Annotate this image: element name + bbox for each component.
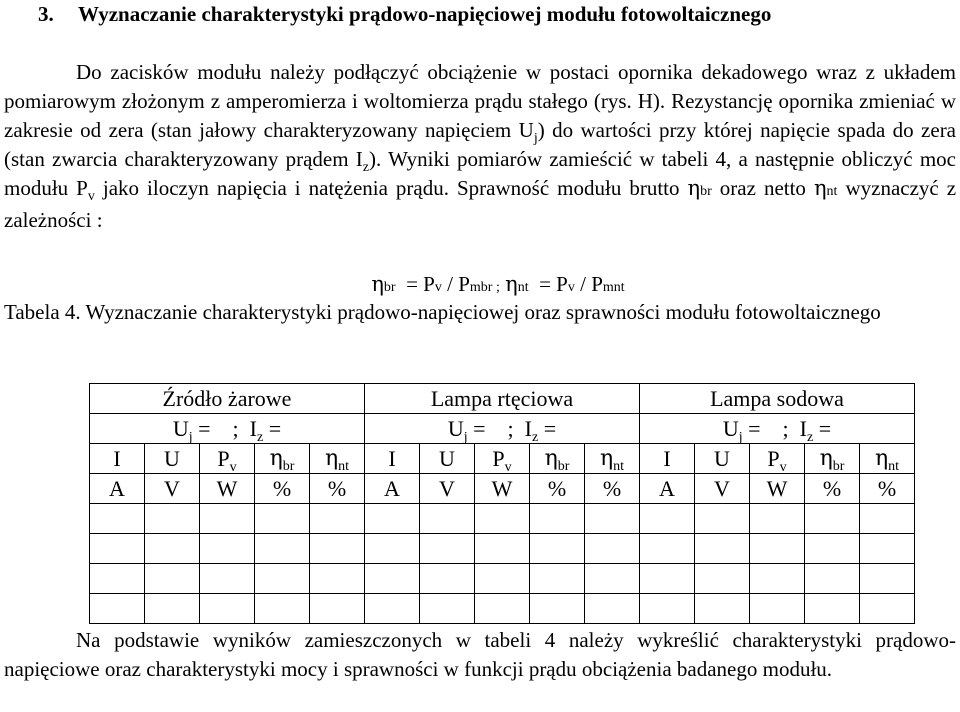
data-cell bbox=[530, 534, 585, 564]
unit-cell: % bbox=[255, 474, 310, 504]
data-cell bbox=[695, 534, 750, 564]
data-cell bbox=[90, 504, 145, 534]
formula-eta: η bbox=[371, 272, 384, 296]
param-mid: = ; I bbox=[198, 415, 257, 441]
formula-sub-mbr: mbr ; bbox=[469, 280, 500, 295]
header-cell bbox=[860, 444, 915, 474]
unit-cell: W bbox=[475, 474, 530, 504]
param-sub-j: j bbox=[463, 429, 468, 445]
data-cell bbox=[145, 504, 200, 534]
param-sub-z: z bbox=[532, 429, 539, 445]
data-cell bbox=[695, 564, 750, 594]
data-cell bbox=[750, 594, 805, 624]
table-row bbox=[90, 504, 915, 534]
data-cell bbox=[200, 504, 255, 534]
param-sub-j: j bbox=[738, 429, 743, 445]
unit-cell: V bbox=[145, 474, 200, 504]
header-subscript: br bbox=[832, 459, 845, 474]
data-cell bbox=[475, 534, 530, 564]
data-cell bbox=[365, 534, 420, 564]
formula-eq-1: = P bbox=[406, 272, 435, 296]
eta-symbol: η bbox=[687, 176, 701, 200]
data-cell bbox=[200, 564, 255, 594]
unit-cell: W bbox=[750, 474, 805, 504]
params-cell bbox=[365, 414, 640, 444]
data-cell bbox=[640, 564, 695, 594]
param-u: U bbox=[722, 415, 739, 441]
param-sub-z: z bbox=[257, 429, 264, 445]
unit-cell: V bbox=[420, 474, 475, 504]
data-cell bbox=[640, 594, 695, 624]
header-cell bbox=[90, 444, 145, 474]
param-mid: = ; I bbox=[748, 415, 807, 441]
data-cell bbox=[90, 564, 145, 594]
data-cell bbox=[365, 504, 420, 534]
data-cell bbox=[145, 564, 200, 594]
header-subscript: v bbox=[229, 459, 237, 475]
formula-sub-nt: nt bbox=[517, 280, 529, 295]
data-cell bbox=[255, 564, 310, 594]
data-cell bbox=[860, 564, 915, 594]
formula-sub-v: v bbox=[567, 280, 575, 295]
instruction-sentence-3c: oraz netto bbox=[719, 176, 806, 200]
data-cell bbox=[805, 564, 860, 594]
header-cell bbox=[530, 444, 585, 474]
units-row bbox=[90, 474, 915, 504]
header-symbol: η bbox=[599, 446, 614, 471]
section-title: Wyznaczanie charakterystyki prądowo-napięciowej modułu fotowoltaicznego bbox=[78, 2, 772, 26]
subscript-v: v bbox=[87, 189, 95, 204]
header-symbol: I bbox=[113, 445, 121, 471]
measurement-table bbox=[89, 383, 915, 624]
data-cell bbox=[420, 534, 475, 564]
header-symbol: η bbox=[544, 446, 558, 471]
header-cell bbox=[255, 444, 310, 474]
header-symbol: U bbox=[439, 445, 455, 471]
formula-sub-mnt: mnt bbox=[602, 280, 625, 295]
header-symbol: I bbox=[388, 445, 396, 471]
header-cell bbox=[475, 444, 530, 474]
unit-cell: % bbox=[310, 474, 365, 504]
header-subscript: br bbox=[282, 459, 295, 474]
data-cell bbox=[420, 504, 475, 534]
header-subscript: br bbox=[557, 459, 570, 474]
unit-cell: % bbox=[805, 474, 860, 504]
data-cell bbox=[695, 504, 750, 534]
header-symbol: P bbox=[217, 445, 230, 471]
header-cell bbox=[695, 444, 750, 474]
header-subscript: nt bbox=[338, 459, 350, 474]
header-subscript: nt bbox=[613, 459, 625, 474]
table-caption: Tabela 4. Wyznaczanie charakterystyki prądowo-napięciowej oraz sprawności modułu fotowoltaicznego bbox=[4, 300, 881, 324]
data-cell bbox=[200, 594, 255, 624]
instruction-sentence-3b: jako iloczyn napięcia i natężenia prądu. Sprawność modułu brutto bbox=[102, 176, 680, 200]
data-cell bbox=[585, 504, 640, 534]
param-sub-z: z bbox=[807, 429, 814, 445]
data-cell bbox=[585, 594, 640, 624]
data-cell bbox=[640, 504, 695, 534]
header-symbol: U bbox=[164, 445, 180, 471]
data-cell bbox=[640, 534, 695, 564]
data-cell bbox=[310, 564, 365, 594]
param-sub-j: j bbox=[188, 429, 193, 445]
header-cell bbox=[640, 444, 695, 474]
subscript-j: j bbox=[533, 131, 538, 146]
instruction-sentence-2b: ) do wartości przy której napięcie spada do zera (stan zwarcia charakteryzowany prądem I bbox=[4, 118, 957, 171]
instructions-paragraph bbox=[4, 58, 956, 235]
header-symbol: η bbox=[269, 446, 283, 471]
header-symbol: P bbox=[492, 445, 505, 471]
data-cell bbox=[310, 504, 365, 534]
data-cell bbox=[585, 564, 640, 594]
data-cell bbox=[145, 534, 200, 564]
data-cell bbox=[475, 504, 530, 534]
header-row bbox=[90, 444, 915, 474]
subscript-z: z bbox=[362, 160, 369, 175]
data-cell bbox=[200, 534, 255, 564]
data-cell bbox=[750, 504, 805, 534]
data-cell bbox=[860, 534, 915, 564]
formula-div-1: / P bbox=[447, 272, 470, 296]
unit-cell: % bbox=[530, 474, 585, 504]
data-cell bbox=[530, 594, 585, 624]
unit-cell: % bbox=[585, 474, 640, 504]
header-symbol: I bbox=[663, 445, 671, 471]
param-mid: = ; I bbox=[473, 415, 532, 441]
instruction-sentence-2a: Rezystancję opornika zmieniać w zakresie od zera (stan jałowy charakteryzowany napięciem U bbox=[4, 89, 956, 142]
section-number: 3. bbox=[38, 2, 54, 26]
formula-sub-v: v bbox=[434, 280, 442, 295]
header-cell bbox=[585, 444, 640, 474]
data-cell bbox=[255, 534, 310, 564]
data-cell bbox=[860, 594, 915, 624]
data-cell bbox=[365, 594, 420, 624]
param-end: = bbox=[818, 415, 832, 441]
subscript-br: br bbox=[700, 184, 712, 199]
header-symbol: η bbox=[819, 446, 833, 471]
data-cell bbox=[90, 594, 145, 624]
unit-cell: A bbox=[90, 474, 145, 504]
formula-sub-br: br bbox=[383, 280, 396, 295]
data-cell bbox=[805, 504, 860, 534]
data-cell bbox=[255, 594, 310, 624]
instruction-sentence-2c: ). bbox=[368, 147, 382, 171]
data-cell bbox=[420, 594, 475, 624]
instruction-sentence-3d: wyznaczyć z zależności : bbox=[4, 176, 957, 232]
source-row bbox=[90, 384, 915, 414]
data-cell bbox=[805, 594, 860, 624]
eta-symbol: η bbox=[813, 176, 827, 200]
unit-cell: A bbox=[640, 474, 695, 504]
param-end: = bbox=[543, 415, 557, 441]
data-cell bbox=[530, 564, 585, 594]
closing-text: Na podstawie wyników zamieszczonych w tabeli 4 należy wykreślić charakterystyki prądowo-napięciowe oraz charakterystyki mocy i sprawności w funkcji prądu obciążenia badanego modułu. bbox=[4, 628, 956, 681]
header-symbol: η bbox=[324, 446, 339, 471]
data-cell bbox=[695, 594, 750, 624]
data-cell bbox=[805, 534, 860, 564]
header-cell bbox=[750, 444, 805, 474]
unit-cell: % bbox=[860, 474, 915, 504]
data-cell bbox=[475, 594, 530, 624]
data-cell bbox=[145, 594, 200, 624]
unit-cell: V bbox=[695, 474, 750, 504]
formula-eq-2: = P bbox=[539, 272, 568, 296]
header-cell bbox=[310, 444, 365, 474]
header-cell bbox=[805, 444, 860, 474]
subscript-nt: nt bbox=[826, 184, 838, 199]
data-cell bbox=[420, 564, 475, 594]
source-cell: Lampa sodowa bbox=[640, 384, 915, 414]
data-cell bbox=[530, 504, 585, 534]
header-subscript: nt bbox=[888, 459, 900, 474]
params-cell bbox=[90, 414, 365, 444]
header-symbol: η bbox=[874, 446, 889, 471]
instruction-sentence-1: Do zacisków modułu należy podłączyć obciążenie w postaci opornika dekadowego wraz z układem pomiarowym złożonym z amperomierza i woltomierza prądu stałego (rys. H). bbox=[4, 60, 956, 113]
formula-div-2: / P bbox=[580, 272, 603, 296]
header-subscript: v bbox=[504, 459, 512, 475]
data-cell bbox=[310, 534, 365, 564]
header-cell bbox=[145, 444, 200, 474]
header-cell bbox=[365, 444, 420, 474]
source-cell: Źródło żarowe bbox=[90, 384, 365, 414]
data-cell bbox=[475, 564, 530, 594]
data-cell bbox=[750, 534, 805, 564]
param-u: U bbox=[172, 415, 189, 441]
data-cell bbox=[255, 504, 310, 534]
closing-paragraph bbox=[4, 626, 956, 684]
params-cell bbox=[640, 414, 915, 444]
param-end: = bbox=[268, 415, 282, 441]
data-cell bbox=[585, 534, 640, 564]
param-u: U bbox=[447, 415, 464, 441]
header-symbol: P bbox=[767, 445, 780, 471]
unit-cell: W bbox=[200, 474, 255, 504]
data-cell bbox=[310, 594, 365, 624]
data-cell bbox=[365, 564, 420, 594]
table-row bbox=[90, 564, 915, 594]
data-cell bbox=[860, 504, 915, 534]
table-row bbox=[90, 534, 915, 564]
header-subscript: v bbox=[779, 459, 787, 475]
section-heading bbox=[38, 0, 771, 29]
header-cell bbox=[420, 444, 475, 474]
data-cell bbox=[90, 534, 145, 564]
instruction-sentence-3a: Wyniki pomiarów zamieścić w tabeli 4, a następnie obliczyć moc modułu P bbox=[4, 147, 956, 200]
table-row bbox=[90, 594, 915, 624]
unit-cell: A bbox=[365, 474, 420, 504]
header-cell bbox=[200, 444, 255, 474]
params-row bbox=[90, 414, 915, 444]
formula-eta: η bbox=[505, 272, 518, 296]
data-cell bbox=[750, 564, 805, 594]
source-cell: Lampa rtęciowa bbox=[365, 384, 640, 414]
header-symbol: U bbox=[714, 445, 730, 471]
